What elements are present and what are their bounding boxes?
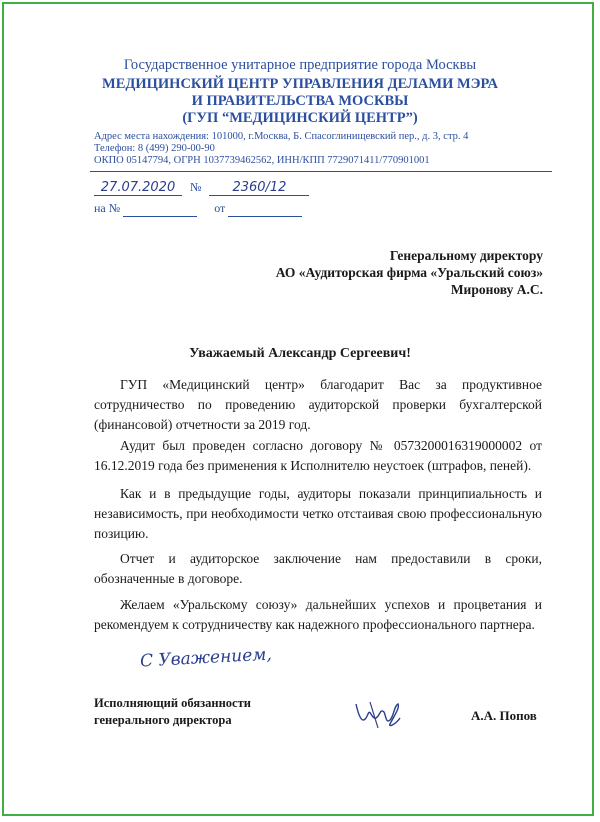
signatory-position-line1: Исполняющий обязанности — [94, 696, 251, 710]
greeting: Уважаемый Александр Сергеевич! — [189, 346, 411, 361]
incoming-date-line — [228, 201, 302, 217]
recipient-line2: АО «Аудиторская фирма «Уральский союз» — [275, 265, 543, 280]
outgoing-no-label: № — [190, 180, 202, 194]
org-line: Государственное унитарное предприятие города Москвы — [123, 57, 477, 73]
incoming-no-label: на № — [94, 201, 121, 215]
outgoing-reference — [94, 178, 309, 196]
signatory-position-line2: генерального директора — [94, 713, 232, 727]
body-paragraph-2: Аудит был проведен согласно договору № 0573200016319000002 от 16.12.2019 года без применения к Исполнителю неустоек (штрафов, пеней). — [94, 438, 542, 473]
outgoing-number: 2360/12 — [209, 180, 309, 196]
org-title-line1: МЕДИЦИНСКИЙ ЦЕНТР УПРАВЛЕНИЯ ДЕЛАМИ МЭРА — [102, 76, 498, 92]
org-title-line3: (ГУП “МЕДИЦИНСКИЙ ЦЕНТР”) — [182, 110, 418, 126]
incoming-reference — [94, 201, 302, 217]
incoming-from-label: от — [214, 201, 226, 215]
incoming-number-line — [123, 201, 197, 217]
handwritten-signature — [350, 694, 410, 734]
body-paragraph-4: Отчет и аудиторское заключение нам предоставили в сроки, обозначенные в договоре. — [94, 551, 542, 586]
letterhead-divider — [90, 171, 552, 172]
recipient-line1: Генеральному директору — [389, 248, 543, 263]
org-title-line2: И ПРАВИТЕЛЬСТВА МОСКВЫ — [191, 93, 409, 109]
recipient-line3: Миронову А.С. — [450, 282, 543, 297]
signatory-name: А.А. Попов — [471, 708, 537, 723]
org-phone: Телефон: 8 (499) 290-00-90 — [94, 143, 215, 154]
outgoing-date: 27.07.2020 — [94, 180, 182, 196]
body-paragraph-5: Желаем «Уральскому союзу» дальнейших успехов и процветания и рекомендуем к сотрудничеству как надежного профессионального партнера. — [94, 597, 542, 632]
org-codes: ОКПО 05147794, ОГРН 1037739462562, ИНН/КПП 7729071411/770901001 — [94, 155, 430, 166]
body-paragraph-1: ГУП «Медицинский центр» благодарит Вас за продуктивное сотрудничество по проведению аудиторской проверки бухгалтерской (финансовой) отчетности за 2019 год. — [94, 377, 542, 432]
handwritten-closing: С Уважением, — [139, 644, 273, 672]
org-address: Адрес места нахождения: 101000, г.Москва, Б. Спасоглинищевский пер., д. 3, стр. 4 — [94, 131, 469, 142]
body-paragraph-3: Как и в предыдущие годы, аудиторы показали принципиальность и независимость, при необходимости четко отстаивая свою профессиональную позицию. — [94, 486, 542, 541]
